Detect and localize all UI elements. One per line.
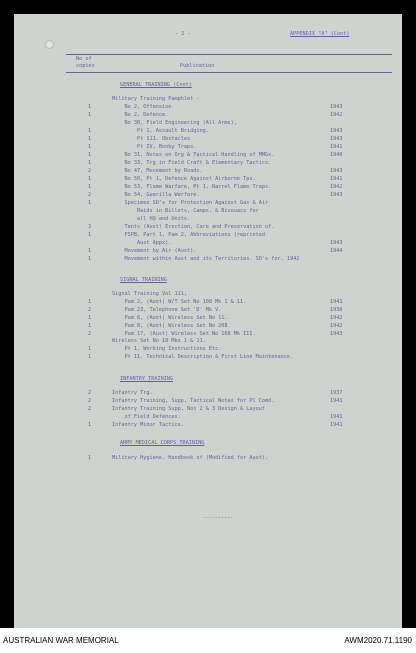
row-year: 1937 [330,390,343,396]
row-publication: Pt 1, Working Instructions Etc. [112,346,222,353]
row-publication: Military Training Pamphlet - [112,96,200,102]
col-publication: Publication [180,63,215,69]
row-year: 1943 [330,192,343,198]
row-year: 1941 [330,298,343,305]
row-copies: 1 [88,104,92,110]
row-year: 1943 [330,240,343,246]
punch-hole-mark [45,40,54,49]
row-publication: Wireless Set No 18 Mks 1 & 11. [112,338,206,345]
row-copies: 2 [88,390,92,396]
row-publication: Signal Training Vol 111, [112,291,187,297]
row-copies: 1 [88,256,92,262]
row-publication: Movement by Air (Aust). [112,248,197,254]
row-publication: Pam 17, (Aust) Wireless Set No 108 Mk III. [112,330,256,337]
footer-source: AUSTRALIAN WAR MEMORIAL [3,636,119,645]
page-number: - 2 - [175,31,191,37]
row-year: 1943 [330,104,343,110]
row-year: 1941 [330,422,343,428]
row-year: 1936 [330,306,343,313]
row-copies: 2 [88,406,92,412]
row-year: 1942 [330,322,343,329]
row-year: 1941 [330,144,343,150]
section-general: GENERAL TRAINING (Cont) [120,82,192,88]
row-publication: all HQ and Units. [112,216,191,222]
row-copies: 1 [88,136,92,142]
row-year: 1943 [330,128,343,134]
col-copies-2: copies [76,63,95,69]
row-year: 1944 [330,248,343,254]
row-year: 1942 [330,112,343,118]
row-publication: Movement within Aust and its Territories. SO's for. 1942 [112,256,300,262]
row-copies: 1 [88,422,92,428]
row-publication: Tents (Aust) Erection, Care and Preservation of. [112,224,275,230]
appendix-label: APPENDIX "A" (Cont) [290,31,350,37]
row-publication: No 47, Movement by Roads. [112,168,203,174]
row-copies: 1 [88,144,92,150]
row-publication: Specimen SO's for Protection Against Gas & Air [112,200,269,206]
row-copies: 2 [88,306,92,313]
col-copies-1: No of [76,56,92,62]
row-publication: Pt 1, Assault Bridging. [112,128,209,134]
row-year: 1942 [330,314,343,321]
row-copies: 1 [88,314,92,321]
row-publication: No 50, Pt 1, Defence Against Airborne Tps. [112,176,256,182]
document-page [14,14,402,628]
row-copies: 2 [88,192,92,198]
row-copies: 1 [88,232,92,238]
row-copies: 1 [88,128,92,134]
row-publication: FSPB, Part 1, Pam 2, Abbreviations (reprinted [112,232,266,238]
header-rule-top [66,54,392,55]
section-medical: ARMY MEDICAL CORPS TRAINING [120,440,205,446]
row-publication: of Field Defences. [112,414,181,420]
footer-id: AWM2020.71.1190 [344,636,412,645]
row-year: 1943 [330,330,343,337]
row-copies: 1 [88,112,92,118]
row-year: 1940 [330,152,343,158]
row-publication: Pt 11, Technical Description & First Line Maintenance. [112,354,294,361]
row-publication: No 2, Offensive. [112,104,175,110]
row-publication: Pam 6, (Aust) Wireless Set No 11. [112,314,228,321]
row-copies: 1 [88,176,92,182]
row-publication: Aust Appx). [112,240,172,246]
row-publication: No 53, Flame Warfare, Pt 1, Barrel Flame Traps. [112,184,272,190]
row-copies: 1 [88,346,92,353]
row-copies: 1 [88,322,92,329]
row-copies: 1 [88,248,92,254]
footer-bar [0,628,416,653]
row-copies: 1 [88,200,92,206]
row-publication: No 33, Trg in Field Craft & Elementary Tactics. [112,160,272,166]
row-year: 1942 [330,184,343,190]
row-publication: Infantry Trg. [112,390,153,396]
row-copies: 1 [88,298,92,305]
row-year: 1941 [330,414,343,420]
row-copies: 1 [88,354,92,361]
row-publication: No 30, Field Engineering (All Arms), [112,120,237,126]
row-publication: No 54, Guerilla Warfare. [112,192,200,198]
row-publication: Pam 23, Telephone Set 'D' Mk V. [112,306,222,313]
section-infantry: INFANTRY TRAINING [120,376,174,382]
row-publication: Infantry Training Supp, Nos 2 & 3 Design & Layout [112,406,266,412]
row-year: 1943 [330,136,343,142]
row-copies: 1 [88,160,92,166]
row-copies: 1 [88,152,92,158]
row-publication: Pt 111, Obstacles [112,136,191,142]
row-publication: Infantry Training, Supp, Tactical Notes for Pl Comd. [112,398,275,404]
end-mark: ---------- [202,515,234,521]
row-publication: Military Hygiene, Handbook of (Modified for Aust). [112,455,269,461]
row-publication: Pt IV, Booby Traps. [112,144,197,150]
row-copies: 2 [88,398,92,404]
row-publication: Pam 2, (Aust) W/T Set No 108 Mk 1 & 11. [112,298,247,305]
row-copies: 2 [88,330,92,337]
row-year: 1941 [330,176,343,182]
row-publication: No 31, Notes on Org & Tactical Handling of MMGs. [112,152,275,158]
row-copies: 1 [88,184,92,190]
header-rule-bottom [66,72,392,73]
row-copies: 2 [88,168,92,174]
row-copies: 3 [88,224,92,230]
row-publication: Raids in Billets, Camps, & Bivouacs for [112,208,259,214]
row-year: 1943 [330,168,343,174]
row-publication: No 2, Defence. [112,112,169,118]
section-signal: SIGNAL TRAINING [120,277,167,283]
row-copies: 1 [88,455,92,461]
row-publication: Infantry Minor Tactics. [112,422,184,428]
row-publication: Pam 8, (Aust) Wireless Set No 208. [112,322,231,329]
row-year: 1941 [330,398,343,404]
